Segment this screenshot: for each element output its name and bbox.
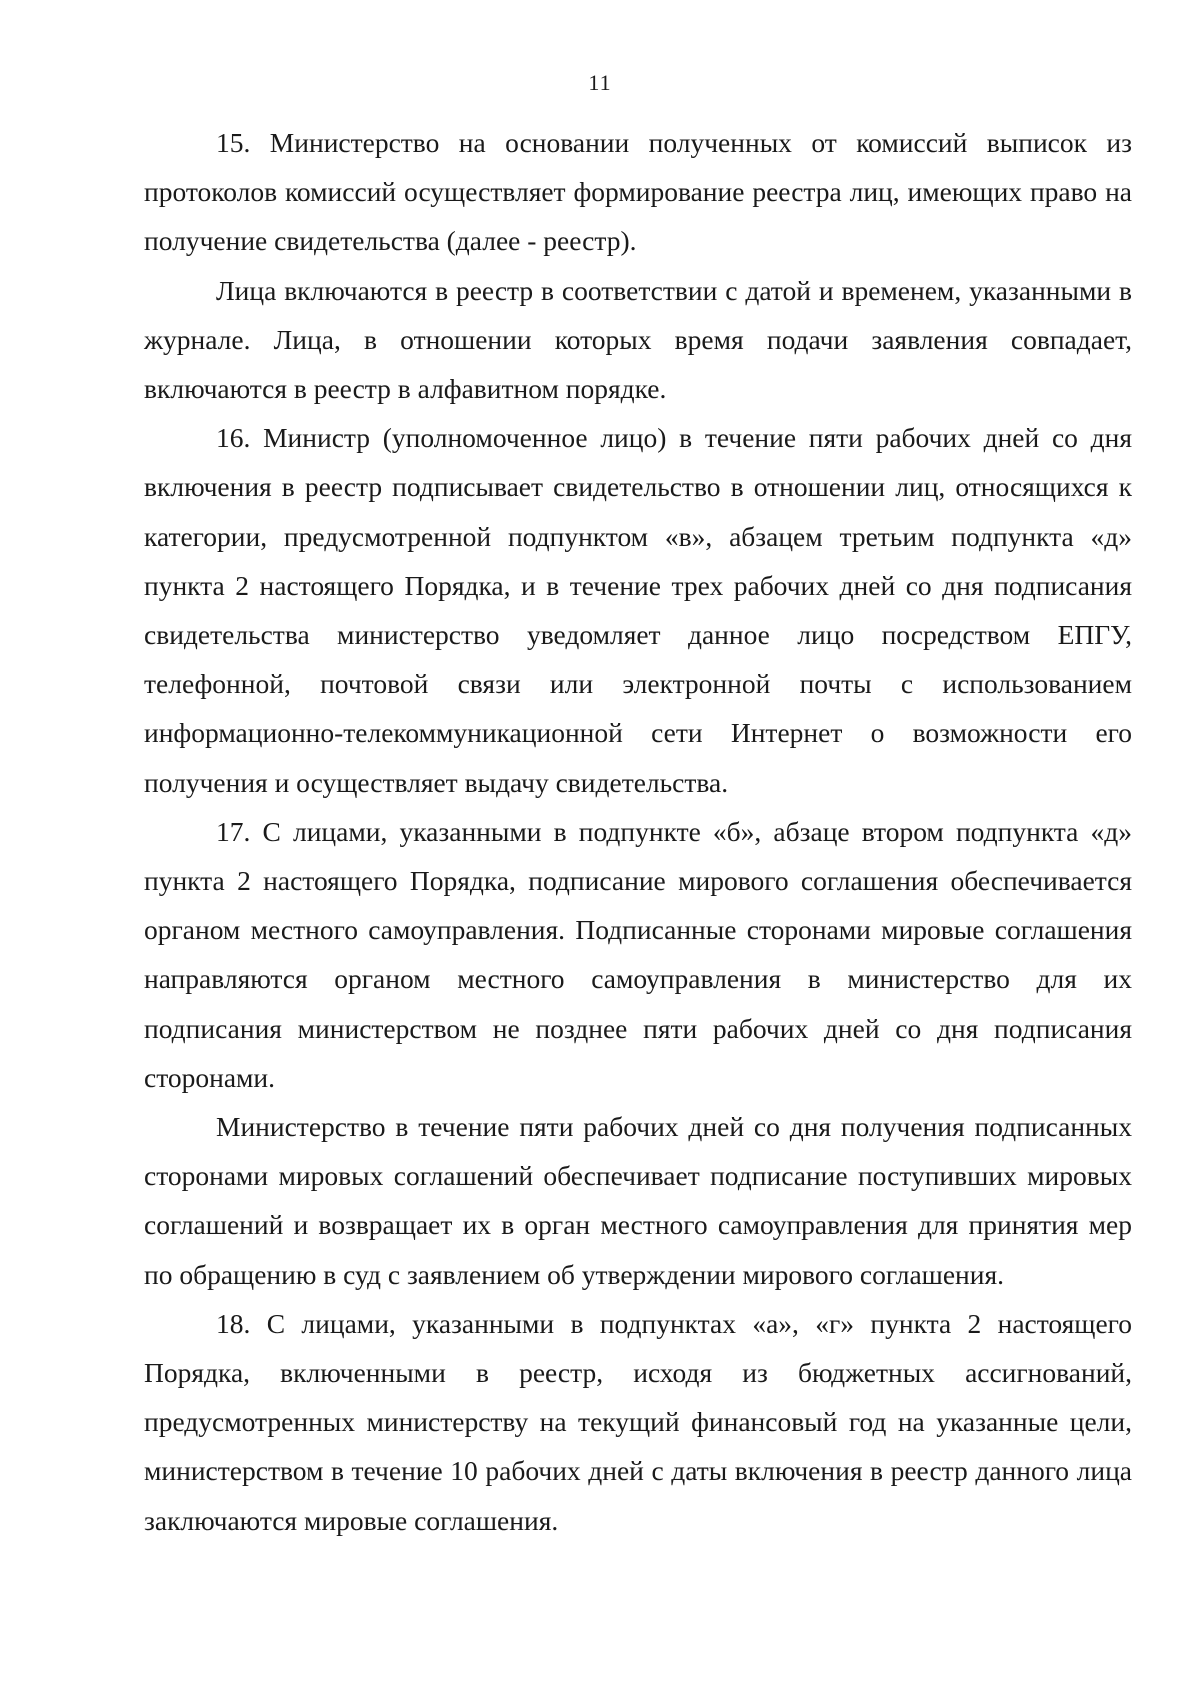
paragraph-18: 18. С лицами, указанными в подпунктах «а», «г» пункта 2 настоящего Порядка, включенными в реестр, исходя из бюджетных ассигнований, предусмотренных министерству на текущий финансовый год на указанные цели, министерством в течение 10 рабочих дней с даты включения в реестр данного лица заключаются мировые соглашения. [144,1307,1132,1536]
page-number: 11 [588,70,612,95]
paragraph-16: 16. Министр (уполномоченное лицо) в течение пяти рабочих дней со дня включения в реестр подписывает свидетельство в отношении лиц, относящихся к категории, предусмотренной подпунктом «в», абзацем третьим подпункта «д» пункта 2 настоящего Порядка, и в течение трех рабочих дней со дня подписания свидетельства министерство уведомляет данное лицо посредством ЕПГУ, телефонной, почтовой связи или электронной почты с использованием информационно-телекоммуникационной сети Интернет о возможности его получения и осуществляет выдачу свидетельства. [144,422,1132,798]
paragraph-17-ministry-signing: Министерство в течение пяти рабочих дней со дня получения подписанных сторонами мировых соглашений обеспечивает подписание поступивших мировых соглашений и возвращает их в орган местного самоуправления для принятия мер по обращению в суд с заявлением об утверждении мирового соглашения. [144,1111,1132,1290]
paragraph-15-registry-order: Лица включаются в реестр в соответствии с датой и временем, указанными в журнале. Лица, в отношении которых время подачи заявления совпадает, включаются в реестр в алфавитном порядке. [144,274,1132,405]
paragraph-15: 15. Министерство на основании полученных от комиссий выписок из протоколов комиссий осуществляет формирование реестра лиц, имеющих право на получение свидетельства (далее - реестр). [144,127,1132,257]
paragraph-17: 17. С лицами, указанными в подпункте «б», абзаце втором подпункта «д» пункта 2 настоящего Порядка, подписание мирового соглашения обеспечивается органом местного самоуправления. Подписанные сторонами мировые соглашения направляются органом местного самоуправления в министерство для их подписания министерством не позднее пяти рабочих дней со дня подписания сторонами. [144,815,1132,1093]
document-body [144,118,1132,1545]
